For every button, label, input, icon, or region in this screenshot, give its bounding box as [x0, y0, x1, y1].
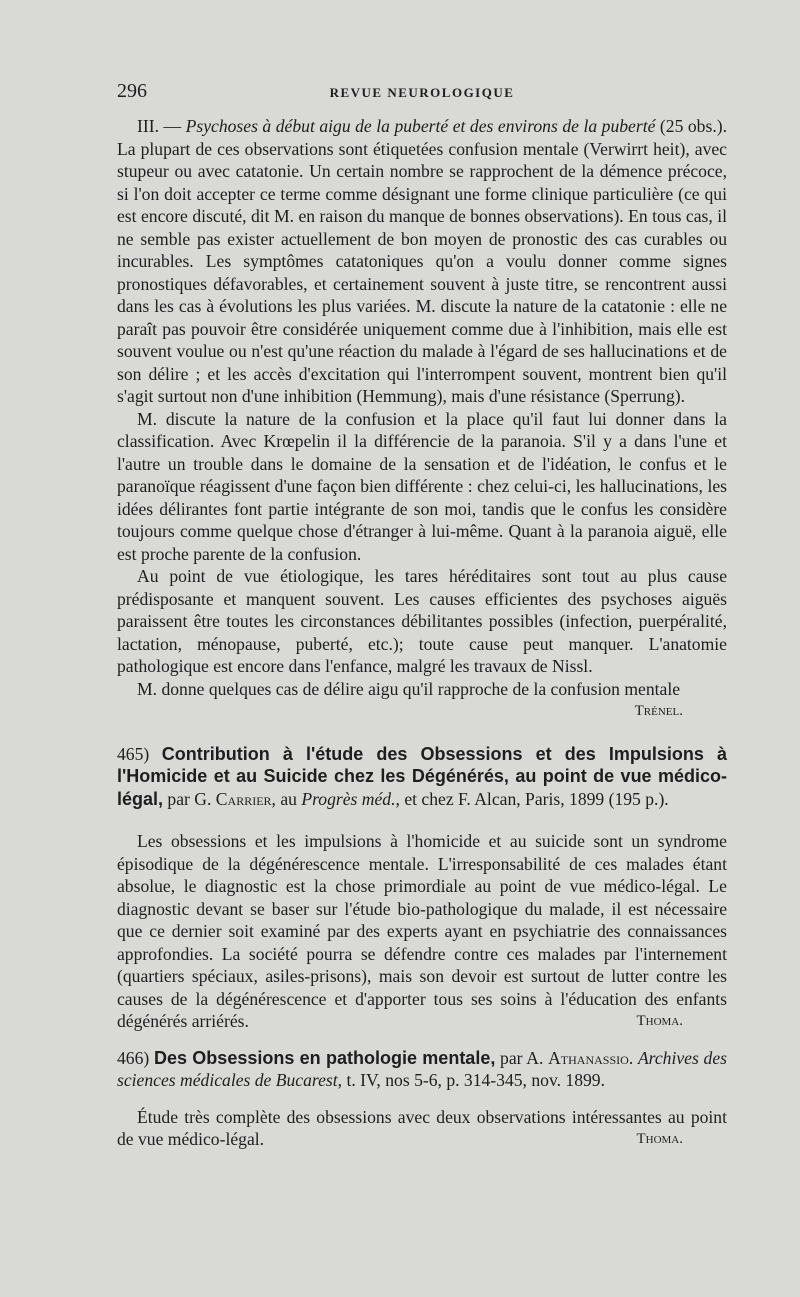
section-iii-number: III. —: [137, 116, 186, 136]
entry-466-number: 466): [117, 1047, 154, 1068]
entry-466-publication: , t. IV, nos 5-6, p. 314-345, nov. 1899.: [337, 1070, 605, 1090]
entry-465-by: par G.: [163, 788, 216, 809]
entry-466-journal: Archives des sciences médicales de Bucarest: [117, 1047, 728, 1090]
running-head: REVUE NEUROLOGIQUE: [329, 85, 515, 100]
section-iii-signature: Trénel.: [634, 703, 683, 719]
entry-466-by: par A.: [495, 1047, 549, 1068]
entry-465-publication: , et chez F. Alcan, Paris, 1899 (195 p.).: [395, 788, 669, 809]
page-header: [117, 80, 727, 108]
section-iii-paragraph-4: M. donne quelques cas de délire aigu qu'il rapproche de la confusion mentale: [137, 678, 681, 699]
entry-466-signature: Thoma.: [636, 1131, 683, 1147]
entry-466-author: Athanassio: [548, 1047, 629, 1068]
entry-465-number: 465): [117, 743, 162, 764]
entry-465-title: Contribution à l'étude des Obsessions et des Impulsions à l'Homicide et au Suicide chez les Dégénérés, au point de vue médico-légal,: [117, 743, 727, 809]
entry-466-after-author: .: [628, 1047, 638, 1068]
entry-465-text: Les obsessions et les impulsions à l'homicide et au suicide sont un syndrome épisodique de la dégénérescence mentale. L'irresponsabilité de ces malades étant absolue, le diagnostic est la chose primordiale au point de vue médico-légal. Le diagnostic devant se baser sur l'étude bio-pathologique du malade, il est nécessaire que ce dernier soit examiné par des experts ayant en psychiatrie des connaissances approfondies. La société pourra se défendre contre ces malades par l'internement (quartiers spéciaux, asiles-prisons), mais son devoir est surtout de lutter contre les causes de la dégénérescence et d'apporter tous ses soins à l'éducation des enfants dégénérés arriérés.: [117, 831, 727, 1031]
section-iii-obs-count: (25 obs.).: [655, 116, 727, 136]
entry-465-at: , au: [271, 788, 302, 809]
page-number: 296: [117, 80, 147, 102]
entry-466-text: Étude très complète des obsessions avec deux observations intéressantes au point de vue médico-légal.: [117, 1106, 727, 1149]
page-body: [117, 115, 727, 1151]
section-iii-text: La plupart de ces observations sont étiquetées confusion mentale (Verwirrt heit), avec stupeur ou avec catatonie. Un certain nombre se rapprochent de la démence précoce, si l'on doit accepter ce terme comme désignant une forme clinique particulière (ce qui est encore discuté, dit M. en raison du manque de bonnes observations). En tous cas, il ne semble pas exister actuellement de bon moyen de pronostic des cas curables ou incurables. Les symptômes catatoniques qu'on a voulu donner comme signes pronostiques défavorables, et certainement souvent à juste titre, se rencontrent aussi dans les cas à évolutions les plus variées. M. discute la nature de la catatonie : elle ne paraît pas pouvoir être considérée uniquement comme due à l'inhibition, mais elle est souvent voulue ou n'est qu'une réaction du malade à l'égard de ses hallucinations et de son délire ; et les accès d'excitation qui l'interrompent souvent, montrent bien qu'il s'agit surtout non d'une inhibition (Hemmung), mais d'une résistance (Sperrung).: [117, 138, 727, 406]
entry-466-body: [117, 1106, 727, 1151]
entry-466-citation: [117, 1047, 727, 1092]
entry-465-signature: Thoma.: [636, 1013, 683, 1029]
entry-465-author: Carrier: [215, 788, 272, 809]
entry-465-citation: [117, 743, 727, 811]
entry-465-journal: Progrès méd.: [301, 788, 396, 809]
entry-466-title: Des Obsessions en pathologie mentale,: [153, 1047, 496, 1068]
section-iii-paragraph-2: M. discute la nature de la confusion et la place qu'il faut lui donner dans la classification. Avec Krœpelin il la différencie de la paranoia. S'il y a dans l'une et l'autre un trouble dans le domaine de la sensation et de l'idéation, le confus et le paranoïque réagissent d'une façon bien différente : chez celui-ci, les hallucinations, les idées délirantes font partie intégrante de son moi, tandis que le confus les considère toujours comme quelque chose d'étranger à lui-même. Quant à la paranoia aiguë, elle est proche parente de la confusion.: [117, 408, 727, 564]
section-iii-paragraph-3: Au point de vue étiologique, les tares héréditaires sont tout au plus cause prédisposante et manquent souvent. Les causes efficientes des psychoses aiguës paraissent être toutes les circonstances débilitantes possibles (infection, puerpéralité, lactation, ménopause, puberté, etc.); toute cause peut manquer. L'anatomie pathologique est encore dans l'enfance, malgré les travaux de Nissl.: [117, 566, 727, 676]
entry-465-body: [117, 830, 727, 1033]
section-iii-paragraph-1: [117, 115, 727, 408]
section-iii-title: Psychoses à début aigu de la puberté et des environs de la puberté: [185, 116, 656, 136]
